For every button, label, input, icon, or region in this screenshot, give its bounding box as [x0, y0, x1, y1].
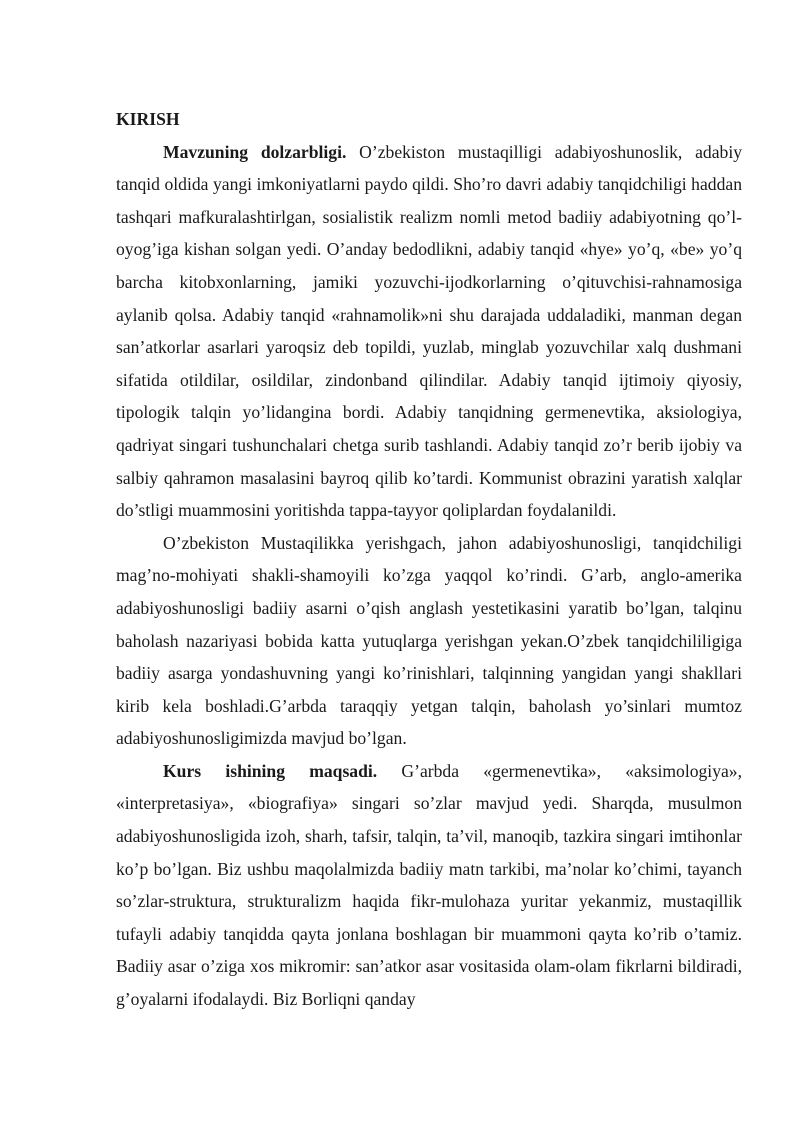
- paragraph-text: G’arbda «germenevtika», «aksimologiya», «interpretasiya», «biografiya» singari so’zlar mavjud yedi. Sharqda, musulmon adabiyoshunosligida izoh, sharh, tafsir, talqin, ta’vil, manoqib, tazkira singari imtihonlar ko’p bo’lgan. Biz ushbu maqolalmizda badiiy matn tarkibi, ma’nolar ko’chimi, tayanch so’zlar-struktura, strukturalizm haqida fikr-mulohaza yuritar yekanmiz, mustaqillik tufayli adabiy tanqidda qayta jonlana boshlagan bir muammoni qayta ko’rib o’tamiz. Badiiy asar o’ziga xos mikromir: san’atkor asar vositasida olam-olam fikrlarni bildiradi, g’oyalarni ifodalaydi. Biz Borliqni qanday: [116, 760, 743, 1010]
- paragraph-independence: [116, 527, 742, 755]
- paragraph-goal: [116, 755, 742, 1016]
- paragraph-lead: Mavzuning dolzarbligi.: [163, 141, 347, 162]
- paragraph-text: O’zbekiston Mustaqilikka yerishgach, jahon adabiyoshunosligi, tanqidchiligi mag’no-mohiyati shakli-shamoyili ko’zga yaqqol ko’rindi. G’arb, anglo-amerika adabiyoshunosligi badiiy asarni o’qish anglash yestetikasini yaratib bo’lgan, talqinu baholash nazariyasi bobida katta yutuqlarga yerishgan yekan.O’zbek tanqidchililigiga badiiy asarga yondashuvning yangi ko’rinishlari, talqinning yangidan yangi shakllari kirib kela boshladi.G’arbda taraqqiy yetgan talqin, baholash yo’sinlari mumtoz adabiyoshunosligimizda mavjud bo’lgan.: [116, 532, 742, 749]
- paragraph-relevance: [116, 136, 742, 527]
- document-body: [116, 103, 742, 1016]
- paragraph-text: O’zbekiston mustaqilligi adabiyoshunoslik, adabiy tanqid oldida yangi imkoniyatlarni paydo qildi. Sho’ro davri adabiy tanqidchiligi haddan tashqari mafkuralashtirlgan, sosialistik realizm nomli metod badiiy adabiyotning qo’l-oyog’iga kishan solgan yedi. O’anday bedodlikni, adabiy tanqid «hye» yo’q, «be» yo’q barcha kitobxonlarning, jamiki yozuvchi-ijodkorlarning o’qituvchisi-rahnamosiga aylanib qolsa. Adabiy tanqid «rahnamolik»ni shu darajada uddaladiki, manman degan san’atkorlar asarlari yaroqsiz deb topildi, yuzlab, minglab yozuvchilar xalq dushmani sifatida otildilar, osildilar, zindonband qilindilar. Adabiy tanqid ijtimoiy qiyosiy, tipologik talqin yo’lidangina bordi. Adabiy tanqidning germenevtika, aksiologiya, qadriyat singari tushunchalari chetga surib tashlandi. Adabiy tanqid zo’r berib ijobiy va salbiy qahramon masalasini bayroq qilib ko’tardi. Kommunist obrazini yaratish xalqlar do’stligi muammosini yoritishda tappa-tayyor qoliplardan foydalanildi.: [116, 141, 743, 521]
- paragraph-lead: Kurs ishining maqsadi.: [163, 760, 378, 781]
- section-heading: KIRISH: [116, 109, 180, 129]
